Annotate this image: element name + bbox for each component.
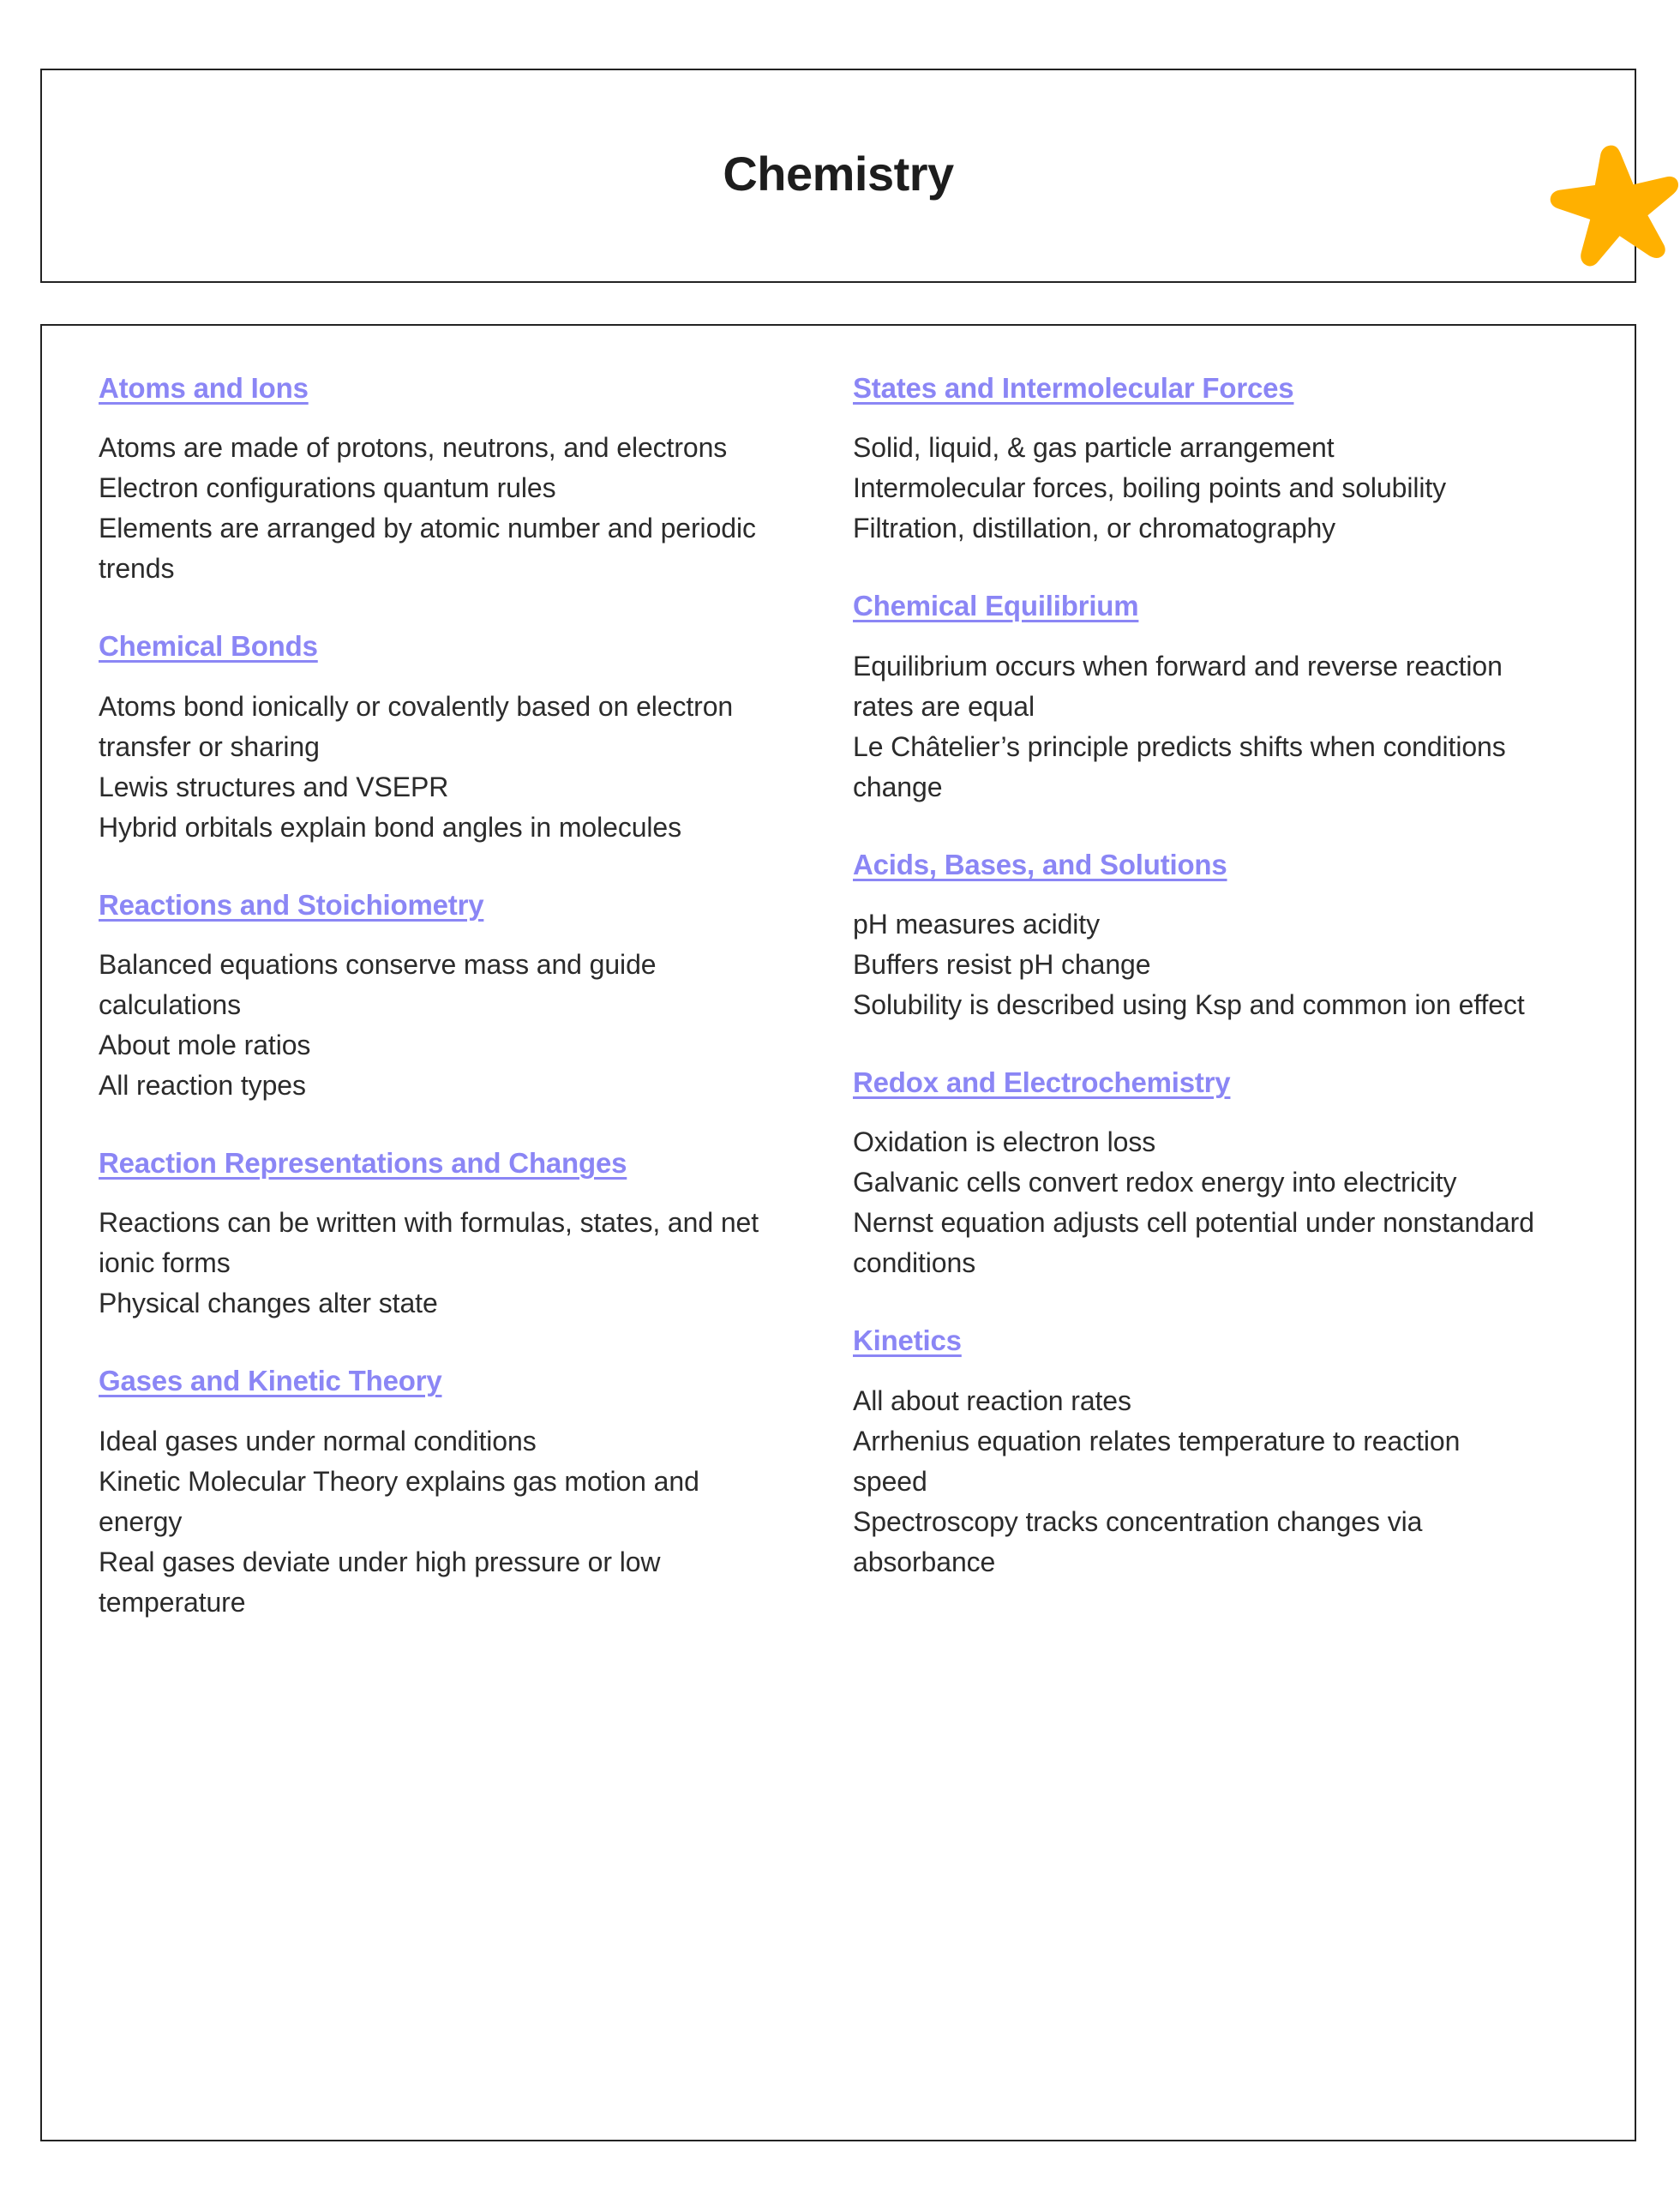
section-body xyxy=(99,687,776,848)
left-column xyxy=(99,370,776,1623)
body-line: Electron configurations quantum rules xyxy=(99,472,556,504)
body-line: Atoms bond ionically or covalently based on electron transfer or sharing xyxy=(99,690,734,762)
body-line: Arrhenius equation relates temperature to reaction speed xyxy=(853,1425,1461,1497)
section-acids-bases-and-solutions xyxy=(853,847,1539,1025)
section-body xyxy=(853,904,1539,1025)
body-line: Filtration, distillation, or chromatography xyxy=(853,513,1336,544)
section-heading: Reactions and Stoichiometry xyxy=(99,888,484,921)
section-body xyxy=(853,646,1539,808)
body-line: Ideal gases under normal conditions xyxy=(99,1425,537,1456)
body-line: Atoms are made of protons, neutrons, and electrons xyxy=(99,432,728,464)
section-heading: Chemical Equilibrium xyxy=(853,590,1139,622)
body-line: Kinetic Molecular Theory explains gas motion and energy xyxy=(99,1465,699,1537)
body-line: Solubility is described using Ksp and common ion effect xyxy=(853,989,1525,1021)
section-body xyxy=(853,1122,1539,1283)
body-line: Reactions can be written with formulas, states, and net ionic forms xyxy=(99,1207,759,1279)
body-line: pH measures acidity xyxy=(853,908,1100,940)
body-line: Physical changes alter state xyxy=(99,1288,438,1319)
section-reactions-and-stoichiometry xyxy=(99,887,776,1106)
body-line: Hybrid orbitals explain bond angles in molecules xyxy=(99,811,682,843)
body-line: Oxidation is electron loss xyxy=(853,1126,1156,1158)
body-line: Lewis structures and VSEPR xyxy=(99,771,449,802)
section-body xyxy=(99,945,776,1106)
section-heading: Atoms and Ions xyxy=(99,372,309,404)
section-body xyxy=(853,1381,1539,1582)
body-line: Galvanic cells convert redox energy into electricity xyxy=(853,1167,1457,1198)
section-body xyxy=(99,1203,776,1324)
page-title: Chemistry xyxy=(723,147,954,201)
section-body xyxy=(99,428,776,589)
body-line: Equilibrium occurs when forward and reverse reaction rates are equal xyxy=(853,650,1503,722)
body-line: Le Châtelier’s principle predicts shifts when conditions change xyxy=(853,730,1506,802)
content-box xyxy=(40,324,1636,2141)
section-atoms-and-ions xyxy=(99,370,776,589)
section-reaction-representations-and-changes xyxy=(99,1145,776,1324)
header-box xyxy=(40,69,1636,283)
section-heading: Chemical Bonds xyxy=(99,630,318,663)
section-states-and-intermolecular-forces xyxy=(853,370,1539,549)
right-column xyxy=(853,370,1539,1582)
section-body xyxy=(853,428,1539,549)
body-line: About mole ratios xyxy=(99,1030,311,1061)
section-heading: Acids, Bases, and Solutions xyxy=(853,848,1227,880)
section-heading: States and Intermolecular Forces xyxy=(853,372,1294,404)
section-gases-and-kinetic-theory xyxy=(99,1363,776,1622)
section-kinetics xyxy=(853,1323,1539,1582)
body-line: Intermolecular forces, boiling points and solubility xyxy=(853,472,1447,504)
body-line: Spectroscopy tracks concentration changes via absorbance xyxy=(853,1505,1423,1577)
section-heading: Reaction Representations and Changes xyxy=(99,1147,627,1180)
section-redox-and-electrochemistry xyxy=(853,1065,1539,1283)
body-line: Buffers resist pH change xyxy=(853,949,1151,980)
section-chemical-bonds xyxy=(99,628,776,847)
section-heading: Redox and Electrochemistry xyxy=(853,1066,1231,1099)
section-body xyxy=(99,1421,776,1623)
body-line: Nernst equation adjusts cell potential under nonstandard conditions xyxy=(853,1207,1534,1279)
body-line: All reaction types xyxy=(99,1070,306,1102)
body-line: All about reaction rates xyxy=(853,1384,1131,1416)
body-line: Real gases deviate under high pressure or low temperature xyxy=(99,1546,661,1618)
body-line: Elements are arranged by atomic number and periodic trends xyxy=(99,513,756,585)
section-chemical-equilibrium xyxy=(853,588,1539,807)
section-heading: Kinetics xyxy=(853,1324,962,1357)
body-line: Solid, liquid, & gas particle arrangement xyxy=(853,432,1335,464)
two-column-layout xyxy=(42,326,1635,2140)
section-heading: Gases and Kinetic Theory xyxy=(99,1365,442,1397)
body-line: Balanced equations conserve mass and guide calculations xyxy=(99,949,657,1021)
